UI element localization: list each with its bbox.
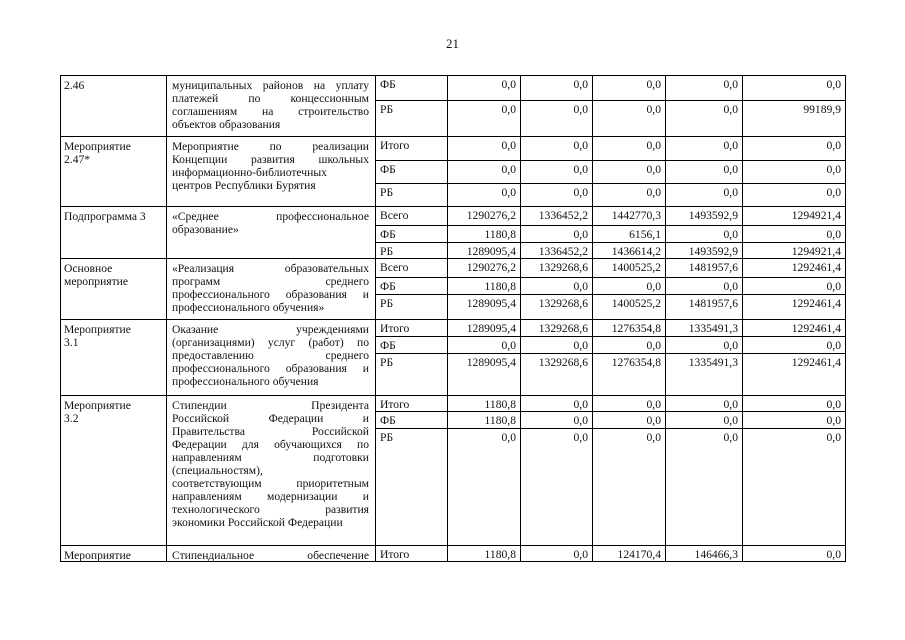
value-cell: 1400525,2	[611, 261, 661, 274]
table-horizontal-rule	[60, 319, 846, 320]
table-horizontal-rule	[375, 294, 846, 295]
value-cell: 0,0	[573, 186, 588, 199]
value-cell: 0,0	[573, 280, 588, 293]
value-cell: 1289095,4	[466, 245, 516, 258]
value-cell: 0,0	[646, 78, 661, 91]
value-cell: 1436614,2	[611, 245, 661, 258]
value-cell: 0,0	[573, 414, 588, 427]
value-cell: 1180,8	[484, 280, 516, 293]
value-cell: 0,0	[573, 339, 588, 352]
value-cell: 0,0	[501, 339, 516, 352]
value-cell: 0,0	[826, 186, 841, 199]
funding-source: РБ	[380, 186, 394, 199]
row-description	[172, 262, 369, 314]
description-line: Мероприятие по реализации	[172, 140, 369, 153]
value-cell: 0,0	[723, 339, 738, 352]
value-cell: 0,0	[723, 139, 738, 152]
value-cell: 1442770,3	[611, 209, 661, 222]
description-line: (организациями) услуг (работ) по	[172, 336, 369, 349]
value-cell: 1329268,6	[538, 322, 588, 335]
table-horizontal-rule	[375, 100, 846, 101]
value-cell: 0,0	[501, 186, 516, 199]
description-line: направлениям подготовки	[172, 451, 369, 464]
value-cell: 0,0	[646, 414, 661, 427]
value-cell: 1290276,2	[466, 209, 516, 222]
funding-source: ФБ	[380, 228, 396, 241]
description-line: Концепции развития школьных	[172, 153, 369, 166]
value-cell: 0,0	[646, 398, 661, 411]
row-code: 3.2	[64, 412, 79, 425]
table-horizontal-rule	[375, 336, 846, 337]
value-cell: 0,0	[723, 398, 738, 411]
row-description	[172, 399, 369, 529]
table-horizontal-rule	[375, 411, 846, 412]
table-horizontal-rule	[375, 277, 846, 278]
row-code: мероприятие	[64, 275, 129, 288]
description-line: Российской Федерации и	[172, 412, 369, 425]
value-cell: 1292461,4	[791, 261, 841, 274]
description-line: Федерации для обучающихся по	[172, 438, 369, 451]
value-cell: 0,0	[826, 280, 841, 293]
funding-source: Итого	[380, 139, 410, 152]
value-cell: 1180,8	[484, 414, 516, 427]
value-cell: 0,0	[501, 78, 516, 91]
value-cell: 0,0	[826, 398, 841, 411]
description-line: образование»	[172, 223, 239, 236]
value-cell: 1292461,4	[791, 322, 841, 335]
row-code: Мероприятие	[64, 549, 131, 562]
funding-source: РБ	[380, 103, 394, 116]
value-cell: 1289095,4	[466, 297, 516, 310]
funding-source: Итого	[380, 398, 410, 411]
description-line: экономики Российской Федерации	[172, 516, 343, 529]
value-cell: 0,0	[826, 78, 841, 91]
description-line: профессионального образования и	[172, 362, 369, 375]
row-code: Мероприятие	[64, 323, 131, 336]
row-code: Мероприятие	[64, 399, 131, 412]
value-cell: 0,0	[646, 339, 661, 352]
value-cell: 0,0	[723, 228, 738, 241]
row-description	[172, 323, 369, 388]
value-cell: 0,0	[573, 78, 588, 91]
value-cell: 0,0	[646, 103, 661, 116]
value-cell: 0,0	[573, 228, 588, 241]
value-cell: 0,0	[573, 398, 588, 411]
value-cell: 0,0	[826, 163, 841, 176]
value-cell: 1180,8	[484, 228, 516, 241]
value-cell: 0,0	[723, 78, 738, 91]
value-cell: 1294921,4	[791, 245, 841, 258]
value-cell: 1292461,4	[791, 356, 841, 369]
page-number: 21	[446, 36, 459, 51]
row-code: 2.46	[64, 79, 85, 92]
funding-source: ФБ	[380, 78, 396, 91]
value-cell: 0,0	[501, 139, 516, 152]
value-cell: 146466,3	[694, 548, 738, 561]
funding-source: РБ	[380, 431, 394, 444]
value-cell: 0,0	[646, 163, 661, 176]
value-cell: 0,0	[573, 103, 588, 116]
description-line: Оказание учреждениями	[172, 323, 369, 336]
table-horizontal-rule	[375, 353, 846, 354]
funding-source: Итого	[380, 548, 410, 561]
funding-source: ФБ	[380, 339, 396, 352]
description-line: информационно-библиотечных	[172, 166, 327, 179]
value-cell: 1400525,2	[611, 297, 661, 310]
value-cell: 1335491,3	[688, 356, 738, 369]
value-cell: 1180,8	[484, 398, 516, 411]
row-code: Мероприятие	[64, 140, 131, 153]
funding-source: РБ	[380, 297, 394, 310]
value-cell: 0,0	[573, 431, 588, 444]
value-cell: 1276354,8	[611, 322, 661, 335]
table-horizontal-rule	[375, 242, 846, 243]
row-description	[172, 140, 369, 192]
value-cell: 0,0	[826, 339, 841, 352]
table-horizontal-rule	[60, 395, 846, 396]
value-cell: 1481957,6	[688, 261, 738, 274]
value-cell: 1335491,3	[688, 322, 738, 335]
table-horizontal-rule	[60, 206, 846, 207]
value-cell: 0,0	[501, 431, 516, 444]
value-cell: 0,0	[826, 414, 841, 427]
table-horizontal-rule	[60, 75, 846, 76]
value-cell: 0,0	[573, 548, 588, 561]
value-cell: 1481957,6	[688, 297, 738, 310]
description-line: «Реализация образовательных	[172, 262, 369, 275]
value-cell: 1289095,4	[466, 322, 516, 335]
table-horizontal-rule	[375, 225, 846, 226]
funding-source: Всего	[380, 209, 409, 222]
funding-source: ФБ	[380, 414, 396, 427]
value-cell: 1292461,4	[791, 297, 841, 310]
table-horizontal-rule	[375, 428, 846, 429]
value-cell: 1336452,2	[538, 245, 588, 258]
description-line: «Среднее профессиональное	[172, 210, 369, 223]
funding-source: РБ	[380, 356, 394, 369]
description-line: программ среднего	[172, 275, 369, 288]
value-cell: 99189,9	[803, 103, 841, 116]
funding-source: Итого	[380, 322, 410, 335]
value-cell: 1294921,4	[791, 209, 841, 222]
row-code: 2.47*	[64, 153, 91, 166]
table-horizontal-rule	[60, 545, 846, 546]
value-cell: 0,0	[826, 228, 841, 241]
value-cell: 1493592,9	[688, 209, 738, 222]
description-line: направлениям модернизации и	[172, 490, 369, 503]
value-cell: 1329268,6	[538, 261, 588, 274]
value-cell: 0,0	[573, 139, 588, 152]
funding-source: ФБ	[380, 280, 396, 293]
description-line: (специальностям),	[172, 464, 263, 477]
row-code: Подпрограмма 3	[64, 210, 146, 223]
description-line: муниципальных районов на уплату	[172, 79, 369, 92]
value-cell: 1290276,2	[466, 261, 516, 274]
value-cell: 0,0	[646, 431, 661, 444]
value-cell: 0,0	[646, 139, 661, 152]
row-description	[172, 79, 369, 131]
value-cell: 1329268,6	[538, 356, 588, 369]
description-line: Правительства Российской	[172, 425, 369, 438]
value-cell: 0,0	[723, 186, 738, 199]
value-cell: 6156,1	[629, 228, 661, 241]
description-line: технологического развития	[172, 503, 369, 516]
table-horizontal-rule	[375, 183, 846, 184]
value-cell: 0,0	[723, 431, 738, 444]
description-line: объектов образования	[172, 118, 281, 131]
table-horizontal-rule	[60, 258, 846, 259]
value-cell: 0,0	[646, 280, 661, 293]
description-line: предоставлению среднего	[172, 349, 369, 362]
description-line: соответствующим приоритетным	[172, 477, 369, 490]
value-cell: 0,0	[723, 414, 738, 427]
description-line: профессионального образования и	[172, 288, 369, 301]
value-cell: 0,0	[646, 186, 661, 199]
value-cell: 0,0	[826, 431, 841, 444]
row-code: Основное	[64, 262, 113, 275]
funding-source: РБ	[380, 245, 394, 258]
row-description	[172, 549, 369, 562]
value-cell: 1289095,4	[466, 356, 516, 369]
row-description	[172, 210, 369, 236]
value-cell: 0,0	[501, 163, 516, 176]
description-line: Стипендиальное обеспечение	[172, 549, 369, 562]
row-code: 3.1	[64, 336, 79, 349]
value-cell: 0,0	[501, 103, 516, 116]
value-cell: 0,0	[826, 548, 841, 561]
value-cell: 0,0	[826, 139, 841, 152]
value-cell: 1329268,6	[538, 297, 588, 310]
description-line: соглашениям на строительство	[172, 105, 369, 118]
value-cell: 1336452,2	[538, 209, 588, 222]
funding-source: Всего	[380, 261, 409, 274]
value-cell: 0,0	[573, 163, 588, 176]
funding-source: ФБ	[380, 163, 396, 176]
description-line: профессионального обучения»	[172, 301, 325, 314]
value-cell: 0,0	[723, 103, 738, 116]
value-cell: 1276354,8	[611, 356, 661, 369]
table-horizontal-rule	[375, 160, 846, 161]
value-cell: 124170,4	[617, 548, 661, 561]
description-line: профессионального обучения	[172, 375, 319, 388]
table-horizontal-rule	[60, 136, 846, 137]
value-cell: 0,0	[723, 280, 738, 293]
value-cell: 1493592,9	[688, 245, 738, 258]
value-cell: 0,0	[723, 163, 738, 176]
description-line: центров Республики Бурятия	[172, 179, 316, 192]
description-line: Стипендии Президента	[172, 399, 369, 412]
value-cell: 1180,8	[484, 548, 516, 561]
description-line: платежей по концессионным	[172, 92, 369, 105]
